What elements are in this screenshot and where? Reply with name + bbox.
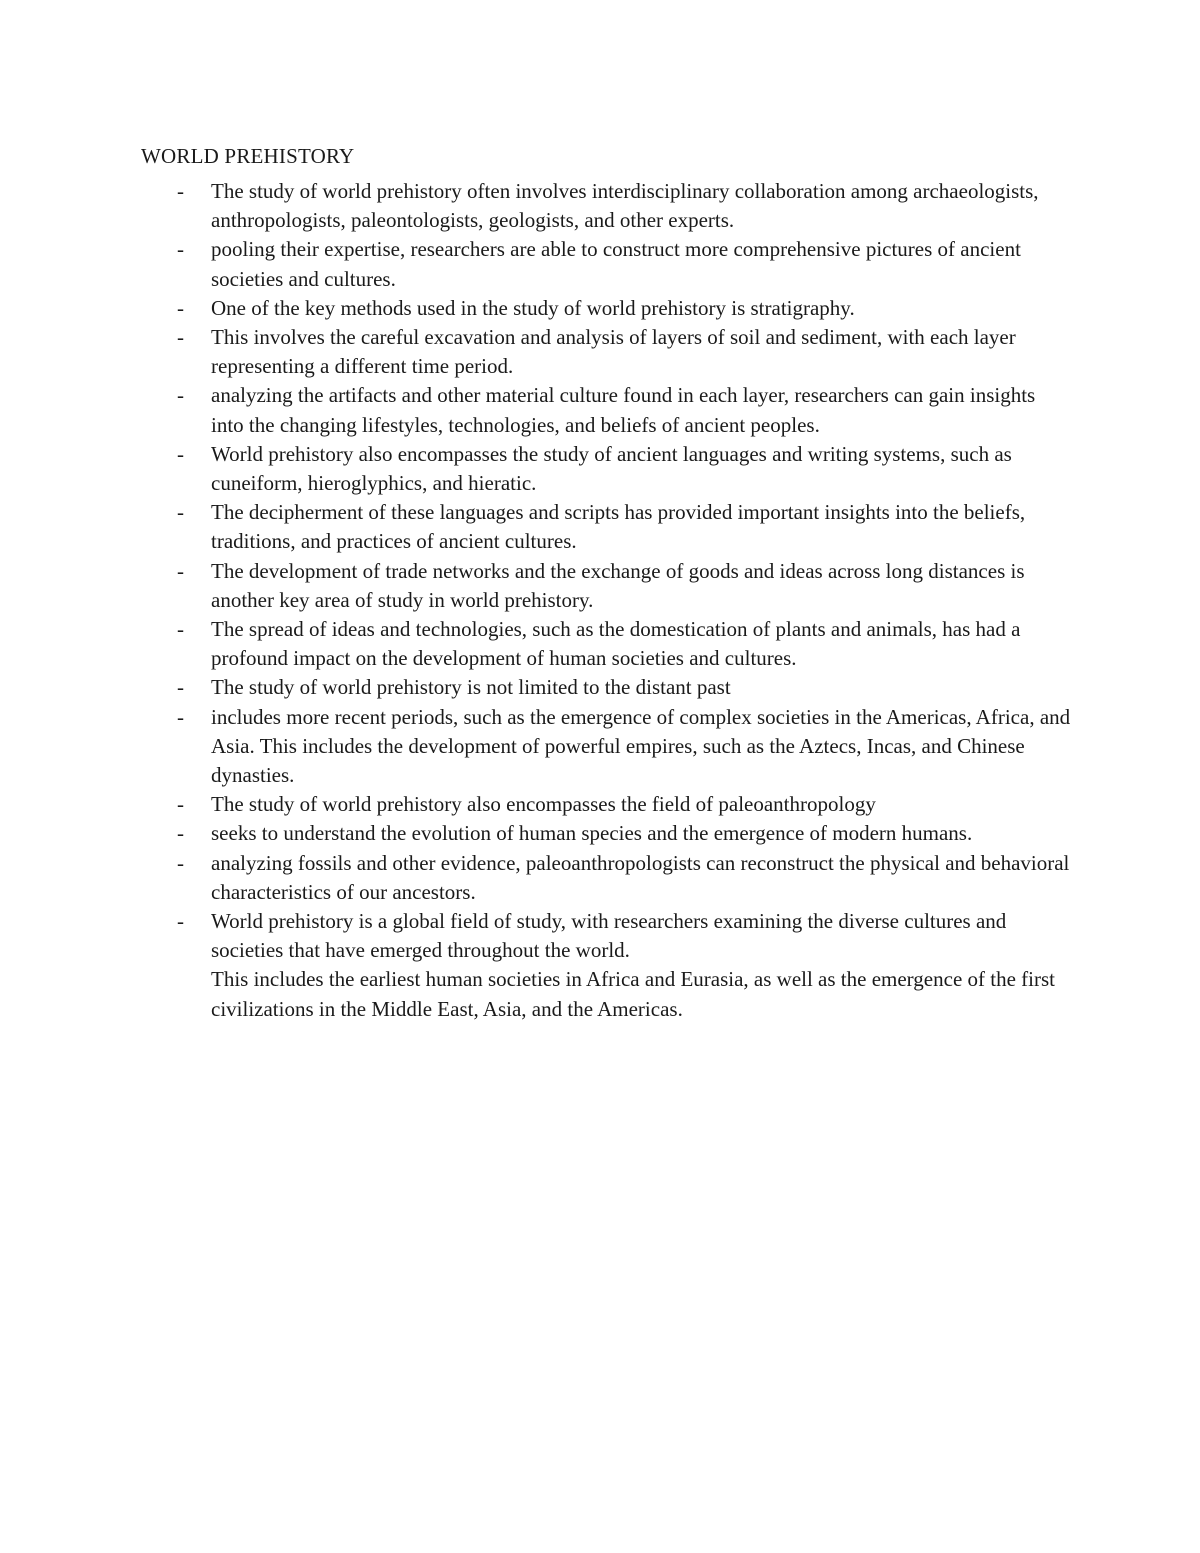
bullet-text: The development of trade networks and the exchange of goods and ideas across long distances is another key area of study in world prehistory. (211, 558, 1025, 612)
bullet-text: The spread of ideas and technologies, such as the domestication of plants and animals, has had a profound impact on the development of human societies and cultures. (211, 617, 1021, 671)
bullet-item (141, 907, 1071, 965)
bullet-dash: - (177, 850, 184, 875)
bullet-item (141, 703, 1071, 791)
bullet-dash: - (177, 500, 184, 525)
bullet-dash: - (177, 792, 184, 817)
bullet-dash: - (177, 237, 184, 262)
bullet-item (141, 294, 1071, 323)
bullet-dash: - (177, 617, 184, 642)
bullet-text: This involves the careful excavation and analysis of layers of soil and sediment, with each layer representing a different time period. (211, 325, 1016, 379)
document-content (141, 142, 1071, 1024)
bullet-dash: - (177, 909, 184, 934)
bullet-text: analyzing fossils and other evidence, paleoanthropologists can reconstruct the physical and behavioral characteristics of our ancestors. (211, 850, 1070, 904)
bullet-text: The decipherment of these languages and scripts has provided important insights into the beliefs, traditions, and practices of ancient cultures. (211, 500, 1026, 554)
bullet-text: World prehistory also encompasses the study of ancient languages and writing systems, such as cuneiform, hieroglyphics, and hieratic. (211, 441, 1012, 496)
document-title: WORLD PREHISTORY (141, 144, 355, 168)
bullet-dash: - (177, 325, 184, 350)
bullet-item (141, 235, 1071, 293)
bullet-dash: - (177, 675, 184, 700)
bullet-text: pooling their expertise, researchers are able to construct more comprehensive pictures of ancient societies and cultures. (211, 237, 1021, 291)
bullet-item (141, 615, 1071, 673)
bullet-text: One of the key methods used in the study of world prehistory is stratigraphy. (211, 295, 855, 320)
bullet-item (141, 790, 1071, 819)
bullet-dash: - (177, 821, 184, 846)
bullet-item (141, 323, 1071, 381)
bullet-text: The study of world prehistory often involves interdisciplinary collaboration among archaeologists, anthropologists, paleontologists, geologists, and other experts. (211, 179, 1039, 233)
bullet-dash: - (177, 383, 184, 408)
bullet-text: World prehistory is a global field of study, with researchers examining the diverse cultures and societies that have emerged throughout the world. (211, 909, 1007, 963)
bullet-item (141, 557, 1071, 615)
bullet-item (141, 177, 1071, 235)
bullet-list (141, 177, 1071, 965)
bullet-item (141, 381, 1071, 439)
bullet-text: The study of world prehistory is not limited to the distant past (211, 675, 731, 700)
bullet-item (141, 498, 1071, 556)
bullet-dash: - (177, 441, 184, 466)
bullet-dash: - (177, 295, 184, 320)
bullet-text: seeks to understand the evolution of human species and the emergence of modern humans. (211, 821, 973, 846)
bullet-dash: - (177, 558, 184, 583)
bullet-dash: - (177, 179, 184, 203)
bullet-item (141, 849, 1071, 907)
continuation-paragraph: This includes the earliest human societies in Africa and Eurasia, as well as the emergence of the first civilizations in the Middle East, Asia, and the Americas. (211, 967, 1055, 1021)
bullet-item (141, 440, 1071, 498)
bullet-text: includes more recent periods, such as the emergence of complex societies in the Americas, Africa, and Asia. This includes the development of powerful empires, such as the Aztecs, Incas, and Chinese dynasties. (211, 704, 1071, 788)
bullet-text: The study of world prehistory also encompasses the field of paleoanthropology (211, 792, 876, 817)
bullet-item (141, 819, 1071, 848)
bullet-item (141, 673, 1071, 702)
bullet-text: analyzing the artifacts and other material culture found in each layer, researchers can gain insights into the changing lifestyles, technologies, and beliefs of ancient peoples. (211, 383, 1036, 437)
bullet-dash: - (177, 704, 184, 729)
